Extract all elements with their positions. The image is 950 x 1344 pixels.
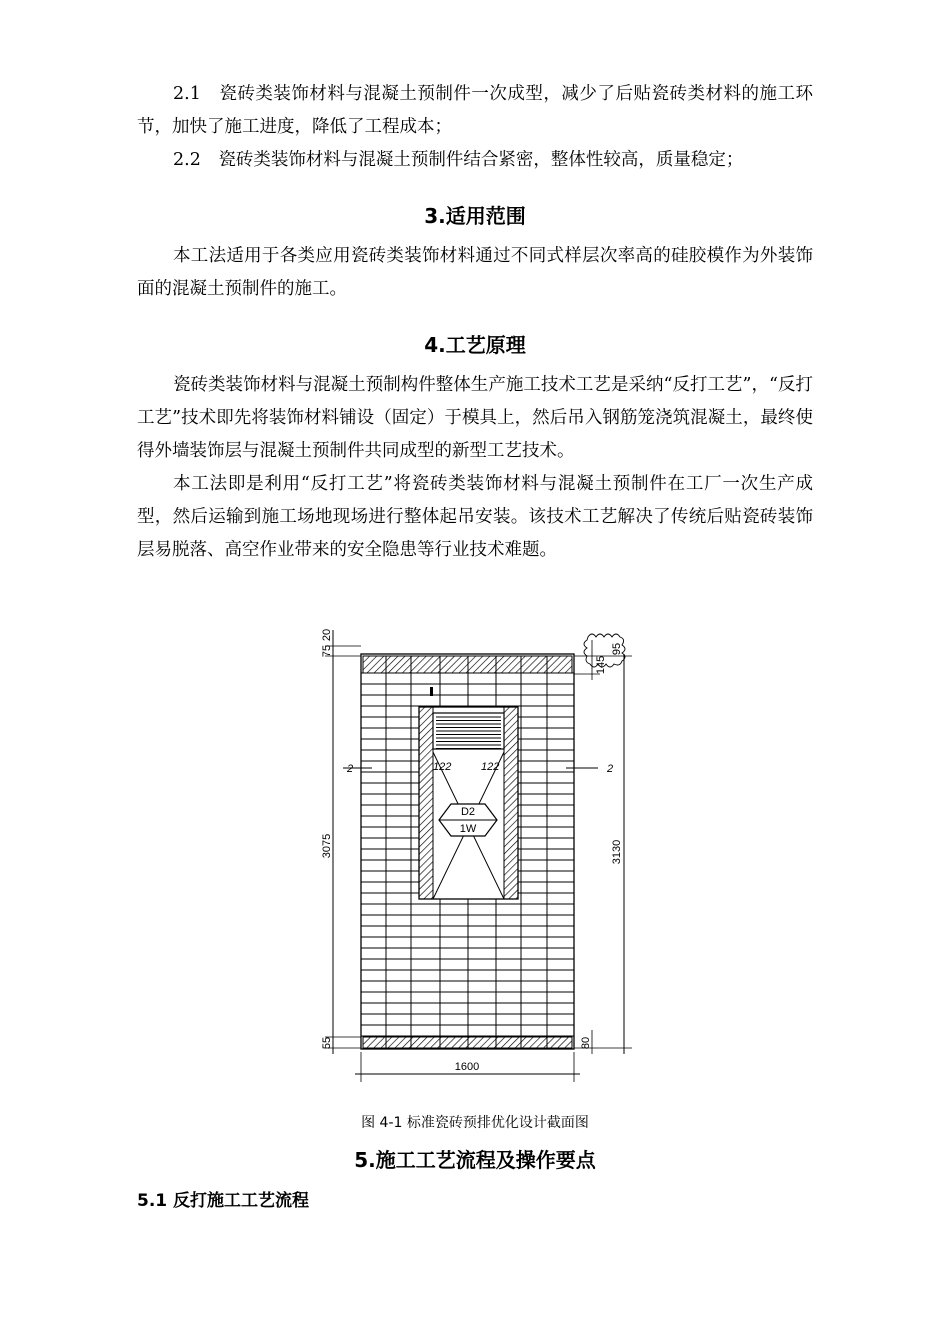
paragraph-principle-2: 本工法即是利用“反打工艺”将瓷砖类装饰材料与混凝土预制件在工厂一次生产成型，然后运输到施工场地现场进行整体起吊安装。该技术工艺解决了传统后贴瓷砖装饰层易脱落、高空作业带来的安全隐患等行业技术难题。 [137, 474, 813, 560]
window-right-hatch [504, 707, 518, 899]
label-122-left: 122 [433, 761, 452, 773]
paragraph-2-1: 2.1 瓷砖类装饰材料与混凝土预制件一次成型，减少了后贴瓷砖类材料的施工环节，加快了施工进度，降低了工程成本； [137, 84, 813, 137]
dim-top-small: 20 [321, 628, 333, 642]
dim-left-height: 3075 [321, 833, 333, 859]
top-hatch-band [363, 656, 572, 673]
section-mark-right: 2 [607, 763, 614, 775]
paragraph-2-2: 2.2 瓷砖类装饰材料与混凝土预制件结合紧密，整体性较高，质量稳定； [173, 150, 744, 170]
dim-top-band: 75 [321, 644, 333, 658]
dim-right-top1: 95 [611, 642, 623, 656]
label-d2: D2 [460, 806, 476, 818]
label-122-right: 122 [481, 761, 500, 773]
paragraph-principle-1: 瓷砖类装饰材料与混凝土预制构件整体生产施工技术工艺是采纳“反打工艺”，“反打工艺”技术即先将装饰材料铺设（固定）于模具上，然后吊入钢筋笼浇筑混凝土，最终使得外墙装饰层与混凝土预制件共同成型的新型工艺技术。 [137, 375, 813, 461]
heading-process-flow: 5.施工工艺流程及操作要点 [354, 1148, 596, 1172]
dim-right-height: 3130 [611, 839, 623, 865]
heading-applicable-scope: 3.适用范围 [424, 204, 526, 228]
section-mark-left: 2 [347, 763, 354, 775]
dim-bottom-left: 55 [321, 1036, 333, 1050]
dim-bottom-right: 80 [580, 1036, 592, 1050]
dim-width: 1600 [454, 1061, 480, 1073]
bottom-hatch-band [363, 1037, 572, 1048]
window-left-hatch [419, 707, 433, 899]
heading-principle: 4.工艺原理 [424, 333, 526, 357]
label-1w: 1W [459, 823, 477, 835]
dim-right-top2: 145 [595, 655, 607, 675]
heading-5-1: 5.1 反打施工工艺流程 [137, 1191, 310, 1211]
paragraph-scope: 本工法适用于各类应用瓷砖类装饰材料通过不同式样层次率高的硅胶模作为外装饰面的混凝土预制件的施工。 [137, 246, 813, 299]
figure-caption: 图 4-1 标准瓷砖预排优化设计截面图 [361, 1115, 589, 1131]
